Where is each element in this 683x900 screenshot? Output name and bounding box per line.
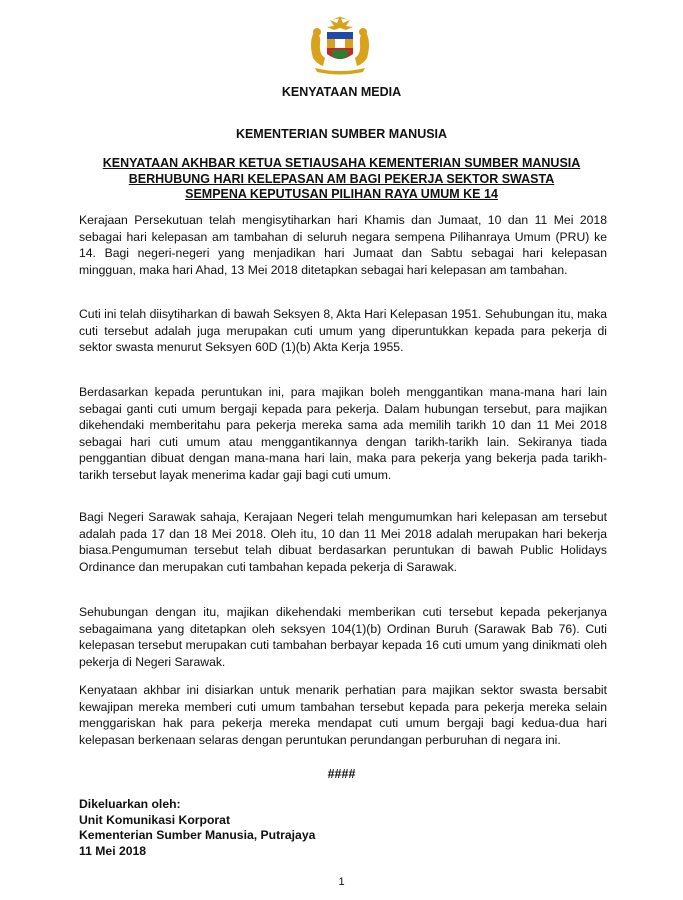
issued-by-label: Dikeluarkan oleh: (79, 797, 181, 811)
body-paragraph: Kerajaan Persekutuan telah mengisytiharkan hari Khamis dan Jumaat, 10 dan 11 Mei 2018 sebagai hari kelepasan am tambahan di seluruh negara sempena Pilihanraya Umum (PRU) ke 14. Bagi negeri-negeri yang menjadikan hari Jumaat dan Sabtu sebagai hari kelepasan mingguan, maka hari Ahad, 13 Mei 2018 ditetapkan sebagai hari kelepasan am tambahan. (79, 213, 607, 277)
end-separator: #### (327, 767, 356, 781)
issued-by-block (79, 797, 315, 859)
body-paragraph: Kenyataan akhbar ini disiarkan untuk menarik perhatian para majikan sektor swasta bersabit kewajipan mereka memberi cuti umum tambahan tersebut kepada para pekerja mereka selain menggariskan hak para pekerja mereka mendapat cuti umum bergaji bagi kedua-dua hari kelepasan berkenaan selaras dengan peruntukan perundangan perburuhan di negara ini. (79, 683, 607, 747)
title-line: SEMPENA KEPUTUSAN PILIHAN RAYA UMUM KE 14 (185, 187, 498, 201)
body-paragraph: Cuti ini telah diisytiharkan di bawah Seksyen 8, Akta Hari Kelepasan 1951. Sehubungan itu, maka cuti tersebut adalah juga merupakan cuti umum yang diperuntukkan kepada para pekerja di sektor swasta menurut Seksyen 60D (1)(b) Akta Kerja 1955. (79, 307, 607, 354)
ministry-heading: KEMENTERIAN SUMBER MANUSIA (235, 127, 448, 141)
issued-date: 11 Mei 2018 (79, 843, 147, 858)
statement-title (60, 156, 623, 203)
media-statement-label: KENYATAAN MEDIA (281, 85, 402, 99)
body-paragraph: Bagi Negeri Sarawak sahaja, Kerajaan Negeri telah mengumumkan hari kelepasan am tersebut adalah pada 17 dan 18 Mei 2018. Oleh itu, 10 dan 11 Mei 2018 adalah merupakan hari bekerja biasa.Pengumuman tersebut telah dibuat berdasarkan peruntukan di bawah Public Holidays Ordinance dan merupakan cuti tambahan kepada pekerja di Sarawak. (79, 510, 607, 574)
issued-by-unit: Unit Komunikasi Korporat (79, 812, 230, 827)
malaysia-coat-of-arms-icon (303, 14, 377, 76)
title-line: BERHUBUNG HARI KELEPASAN AM BAGI PEKERJA SEKTOR SWASTA (128, 171, 555, 186)
issued-by-ministry: Kementerian Sumber Manusia, Putrajaya (79, 828, 316, 842)
body-paragraph: Berdasarkan kepada peruntukan ini, para majikan boleh menggantikan mana-mana hari lain sebagai ganti cuti umum bergaji kepada para pekerja. Dalam hubungan tersebut, para majikan dikehendaki memberitahu para pekerja mereka sama ada memilih tarikh 10 dan 11 Mei 2018 sebagai hari cuti umum atau menggantikannya dengan tarikh-tarikh lain. Sekiranya tiada penggantian dibuat dengan mana-mana hari lain, maka para pekerja yang bekerja pada tarikh-tarikh tersebut layak menerima kadar gaji bagi cuti umum. (79, 385, 607, 482)
body-paragraph: Sehubungan dengan itu, majikan dikehendaki memberikan cuti tersebut kepada pekerjanya sebagaimana yang ditetapkan oleh seksyen 104(1)(b) Ordinan Buruh (Sarawak Bab 76). Cuti kelepasan tersebut merupakan cuti tambahan berbayar kepada 16 cuti umum yang dinikmati oleh pekerja di Negeri Sarawak. (79, 605, 607, 669)
title-line: KENYATAAN AKHBAR KETUA SETIAUSAHA KEMENTERIAN SUMBER MANUSIA (102, 156, 581, 170)
page-number: 1 (338, 876, 345, 888)
